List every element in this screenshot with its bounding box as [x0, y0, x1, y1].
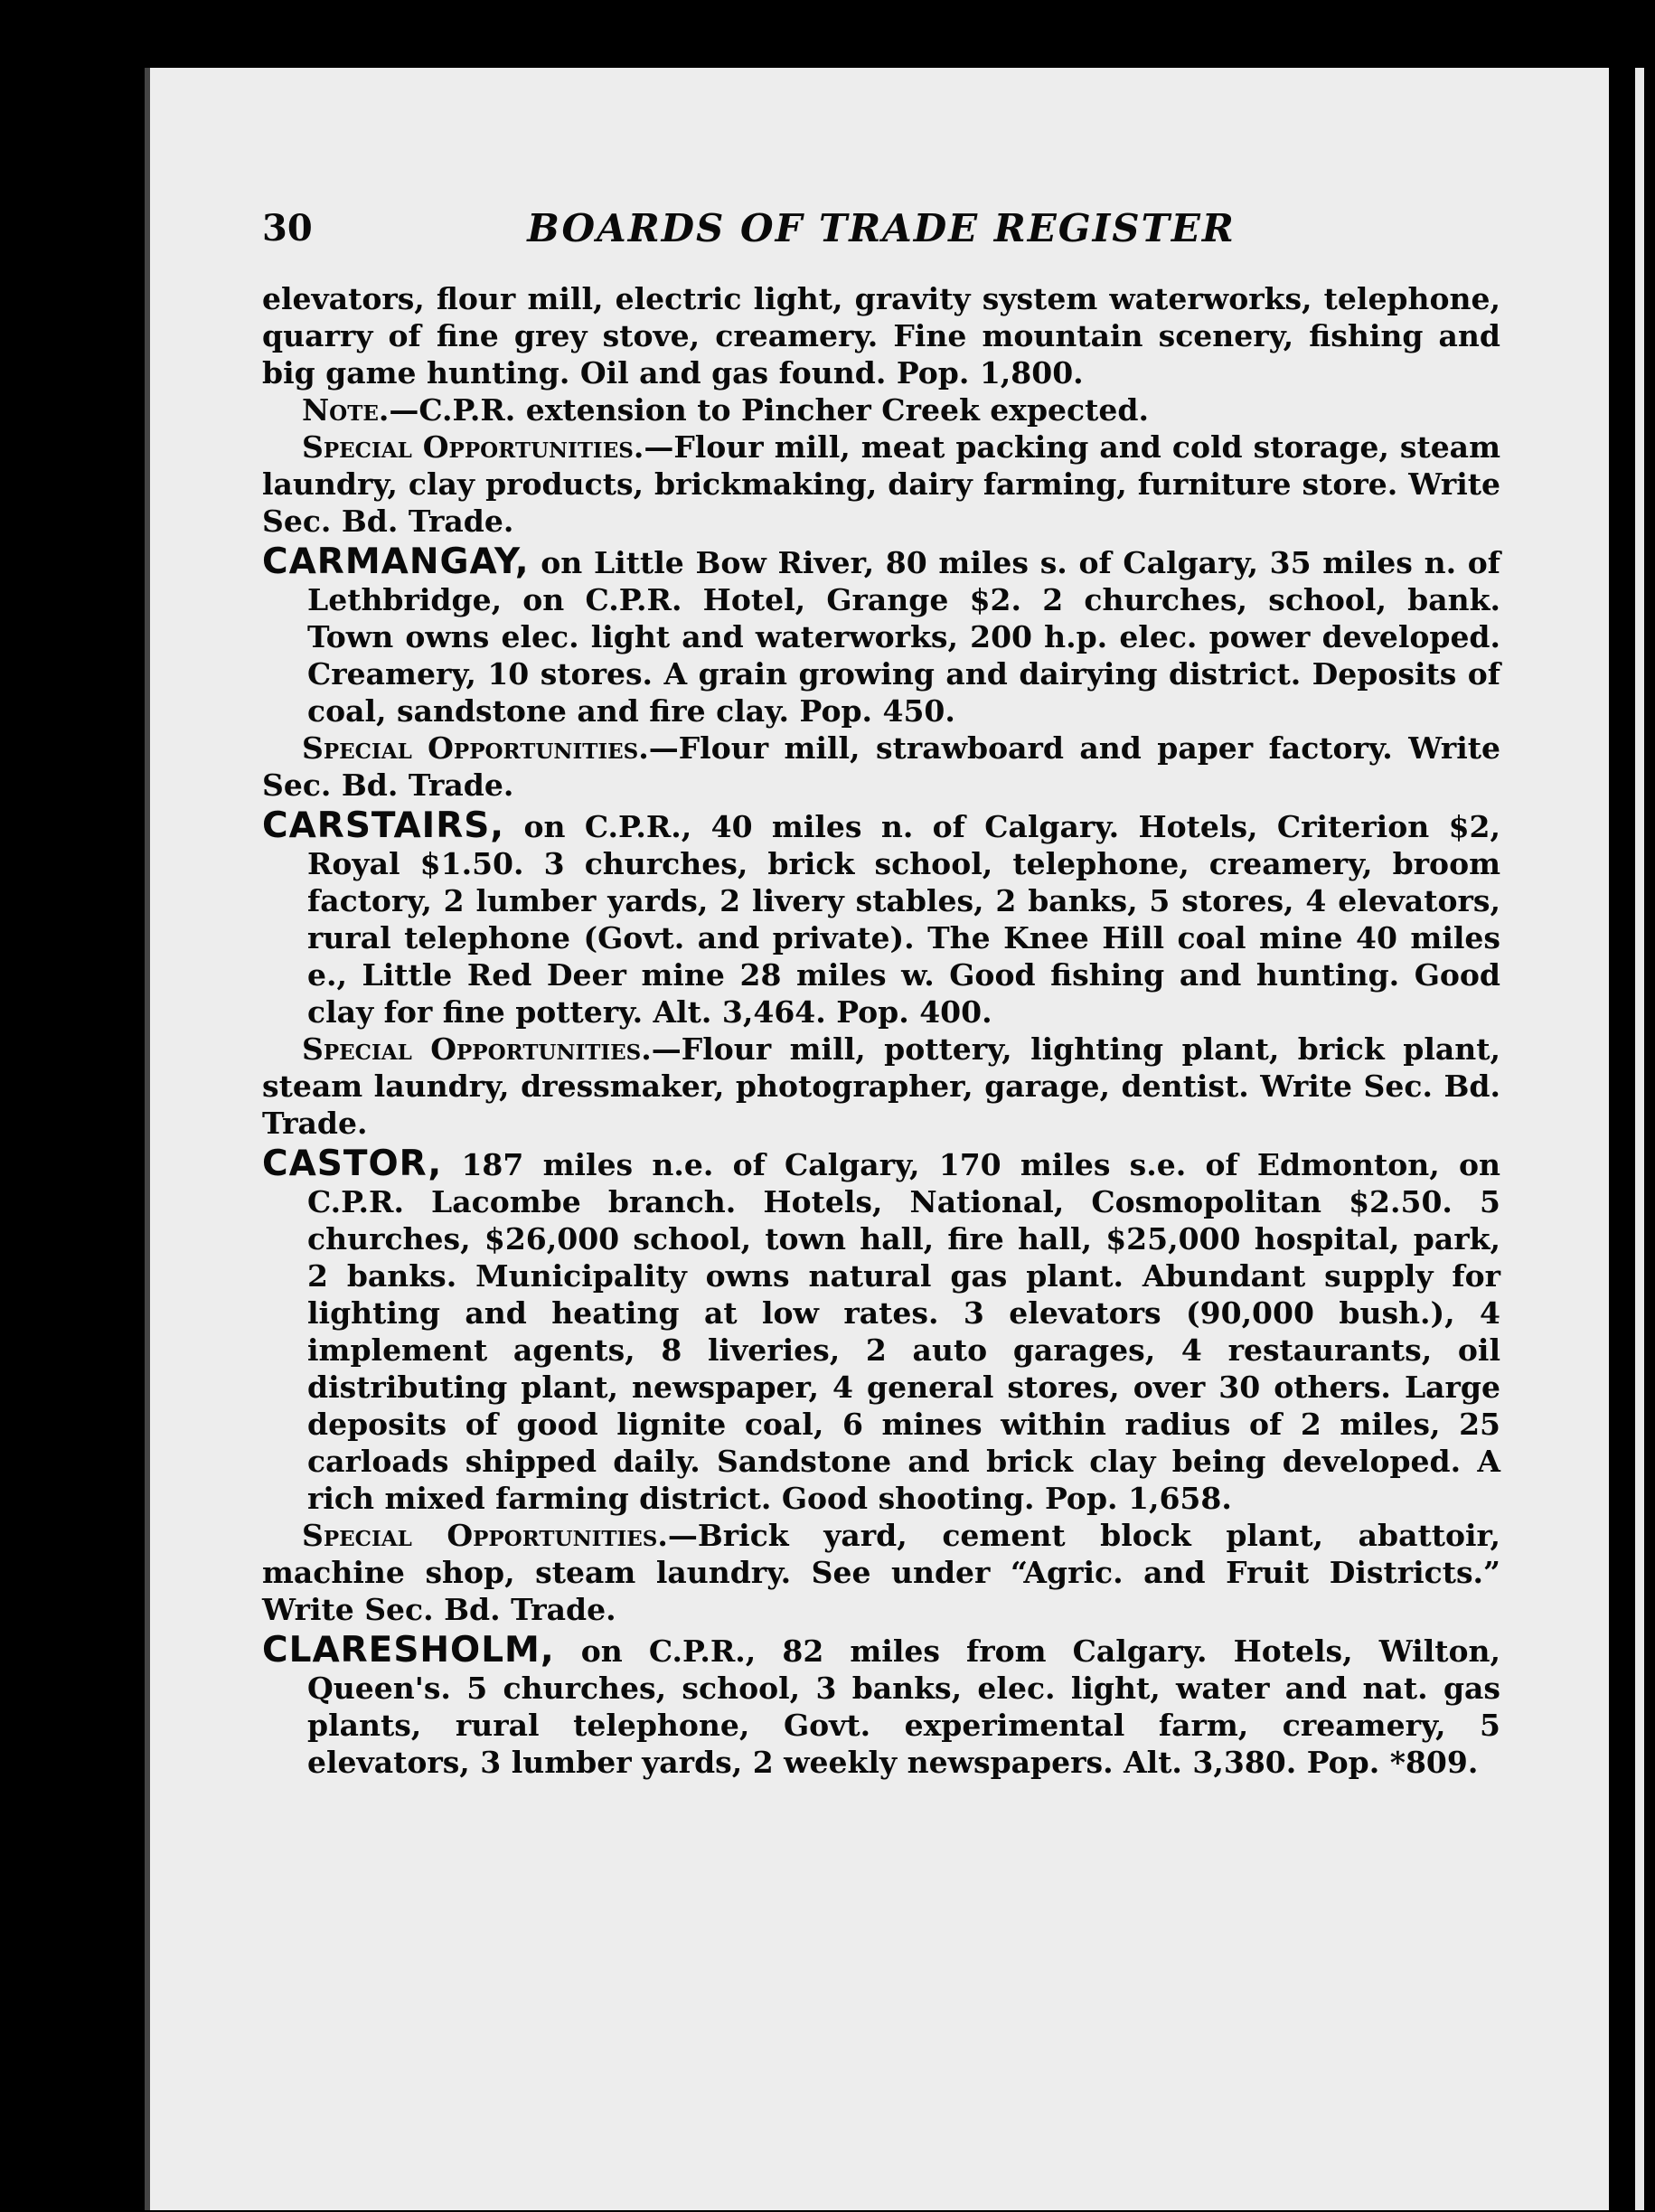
page-edge: [1635, 68, 1644, 2210]
special-opportunities: [262, 428, 1500, 540]
continuation-paragraph: elevators, flour mill, electric light, gravity system waterworks, telephone, quarry of fine grey stove, creamery. Fine mountain scenery, fishing and big game hunting. Oil and gas found. Pop. 1,800.: [262, 281, 1500, 391]
running-title: BOARDS OF TRADE REGISTER: [527, 206, 1236, 250]
special-label: Special Opportunities.: [302, 730, 649, 766]
entry-carstairs: [262, 807, 1500, 1031]
entry-text: 187 miles n.e. of Calgary, 170 miles s.e. of Edmonton, on C.P.R. Lacombe branch. Hotels, National, Cosmopolitan $2.50. 5 churches, $26,000 school, town hall, fire hall, $25,000 hospital, park, 2 banks. Municipality owns natural gas plant. Abundant supply for lighting and heating at low rates. 3 elevators (90,000 bush.), 4 implement agents, 8 liveries, 2 auto garages, 4 restaurants, oil distributing plant, newspaper, 4 general stores, over 30 others. Large deposits of good lignite coal, 6 mines within radius of 2 miles, 25 carloads shipped daily. Sandstone and brick clay being developed. A rich mixed farming district. Good shooting. Pop. 1,658.: [307, 1147, 1500, 1516]
entry-carmangay: [262, 543, 1500, 729]
special-text: —Flour mill, pottery, lighting plant, brick plant, steam laundry, dressmaker, photographer, garage, dentist. Write Sec. Bd. Trade.: [262, 1031, 1500, 1141]
special-label: Special Opportunities.: [302, 1031, 652, 1067]
place-name: CASTOR,: [262, 1144, 443, 1184]
running-header: [262, 206, 1500, 264]
special-opportunities: [262, 729, 1500, 804]
entry-text: on C.P.R., 82 miles from Calgary. Hotels, Wilton, Queen's. 5 churches, school, 3 banks, elec. light, water and nat. gas plants, rural telephone, Govt. experimental farm, creamery, 5 elevators, 3 lumber yards, 2 weekly newspapers. Alt. 3,380. Pop. *809.: [307, 1633, 1500, 1780]
special-text: —Brick yard, cement block plant, abattoir, machine shop, steam laundry. See under “Agric. and Fruit Districts.” Write Sec. Bd. Trade.: [262, 1518, 1500, 1627]
place-name: CARMANGAY,: [262, 541, 530, 582]
special-label: Special Opportunities.: [302, 429, 644, 465]
page-content: [262, 206, 1500, 1781]
place-name: CLARESHOLM,: [262, 1630, 555, 1671]
special-label: Special Opportunities.: [302, 1518, 668, 1553]
note-label: Note.: [302, 392, 390, 428]
entry-castor: [262, 1145, 1500, 1517]
special-opportunities: [262, 1517, 1500, 1628]
special-opportunities: [262, 1031, 1500, 1142]
page-number: 30: [262, 207, 313, 249]
entry-claresholm: [262, 1632, 1500, 1781]
entry-text: on Little Bow River, 80 miles s. of Calgary, 35 miles n. of Lethbridge, on C.P.R. Hotel, Grange $2. 2 churches, school, bank. Town owns elec. light and waterworks, 200 h.p. elec. power developed. Creamery, 10 stores. A grain growing and dairying district. Deposits of coal, sandstone and fire clay. Pop. 450.: [307, 545, 1500, 729]
place-name: CARSTAIRS,: [262, 805, 505, 846]
special-text: —Flour mill, meat packing and cold storage, steam laundry, clay products, brickmaking, dairy farming, furniture store. Write Sec. Bd. Trade.: [262, 429, 1500, 539]
special-text: —Flour mill, strawboard and paper factory. Write Sec. Bd. Trade.: [262, 730, 1500, 803]
note-paragraph: [262, 391, 1500, 428]
note-text: —C.P.R. extension to Pincher Creek expected.: [389, 392, 1149, 428]
entry-text: on C.P.R., 40 miles n. of Calgary. Hotels, Criterion $2, Royal $1.50. 3 churches, brick school, telephone, creamery, broom factory, 2 lumber yards, 2 livery stables, 2 banks, 5 stores, 4 elevators, rural telephone (Govt. and private). The Knee Hill coal mine 40 miles e., Little Red Deer mine 28 miles w. Good fishing and hunting. Good clay for fine pottery. Alt. 3,464. Pop. 400.: [307, 809, 1500, 1030]
